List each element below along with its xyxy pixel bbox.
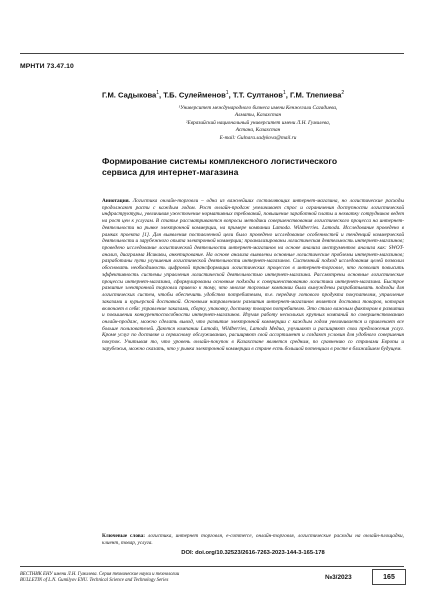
doi-link[interactable]: DOI: doi.org/10.32523/2616-7263-2023-144-3-165-178 [181, 550, 325, 556]
mrnti-code: МРНТИ 73.47.10 [20, 63, 74, 70]
author-name: Т.Т. Султанов [232, 90, 283, 100]
abstract-label: Аннотация. [102, 198, 130, 204]
author-sup: 2 [341, 90, 345, 96]
title-line: Формирование системы комплексного логистического [102, 156, 338, 166]
affiliation-line: Астана, Казахстан [235, 127, 281, 134]
abstract-text: Логистика онлайн-торговли – одна из важнейших составляющих интернет-магазина, но логистические расходы продолжают расти с каждым годом. Рост онлайн-продаж увеличивает спрос и ограничения доступности логистической инфраструктуры, увеличивая ужесточение нормативных требований, повышение заработной платы и нехватку сотрудников ведет на рост цен к услугам. В статье рассматриваются вопросы методики совершенствования логистического процесса на интернет-деятельности на рынке электронной коммерции, на примере компании Lamoda. Wildberries. Lamoda. Исследование проведено в рамках проекта [1]. Для выявления поставленной цели было проведено исследование особенностей и тенденций коммерческой деятельности и зарубежного опыта электронной коммерции; проанализированы логистическая деятельность интернет-магазинов; проведено исследование логистической деятельности интернет-магазинов на основе анализа инструментов анализа как: SWOT-анализ, диаграмма Исикавы, анкетирование. На основе анализа выявлены основные логистические проблемы интернет-магазинов; разработаны пути улучшения логистической деятельности интернет-магазинов. Системный подход исследования целей позволил обосновать необходимость цифровой трансформации логистических процессов в интернет-торговле, что позволит повысить эффективность системы управления логистической деятельностью интернет-магазина. Рассмотрены основные логистические процессы интернет-магазина, сформулированы основные подходы к совершенствованию логистики интернет-магазина. Быстрое развитие электронной торговли привело к тому, что многие торговые компании были вынуждены разрабатывать подходы для логистических систем, чтобы обеспечить удобство потребителям, т.е. передачу готового продукта покупателям, управление заказами и курьерской доставкой. Основным направлением развития интернет-магазинов является доставка товаров, которая включает в себя: управление заказами, сборку, упаковку, доставку товаров потребителю. Это стало важным фактором в развитии и повышении конкурентоспособности интернет-магазинов. Изучая работу нескольких крупных компаний по совершенствованию онлайн-продаж, можно сделать вывод, что развитие электронной коммерции с каждым годом увеличивается и привлекает все больше пользователей. Даются компании Lamoda, Wildberries, Lamoda Медиа, улучшают и расширяют свои предложения услуг. Кроме услуг по доставке и сервисному обслуживанию, расширяют свой ассортимент и создают условия для удобного совершения покупок. Учитывая то, что уровень онлайн-покупок в Казахстане является средним, по сравнению со странами Европы и зарубежья, можно сказать, что у рынка электронной коммерции в стране есть большой потенциал в росте в ближайшем будущем. [102, 198, 404, 352]
author-name: Г.М. Садыкова [102, 90, 157, 100]
affiliation-line: ²Евразийский национальный университет имени Л.Н. Гумилева, [185, 119, 331, 126]
header-rule [20, 53, 404, 54]
footer-rule [20, 566, 404, 567]
issue-number: №3/2023 [325, 574, 352, 581]
author-name: Г.М. Тлепиева [290, 90, 342, 100]
author-name: Т.Б. Сулейменов [163, 90, 226, 100]
affiliation-line: Алматы, Казахстан [234, 112, 282, 119]
keywords-text: логистика, интернет торговля, e-commerce, онлайн-торговля, логистические расходы на онлайн-площадки, клиент, товар, услуга. [102, 533, 404, 546]
journal-footer [20, 572, 250, 584]
keywords-label: Ключевые слова: [102, 533, 146, 539]
affiliation-line: ¹Университет международного бизнеса имени Кенжегали Сагадиева, [178, 105, 338, 111]
authors-line: Г.М. Садыкова$^1$, Т.Б. Сулейменов$^1$, Т.Т. Султанов$^1$, Г.М. Тлепиева$^2$ [102, 90, 345, 100]
author-sup: 1 [225, 90, 229, 96]
journal-name-en: BULLETIN of L.N. Gumilyov ENU. Technical Science and Technology Series [20, 578, 169, 584]
article-title [102, 156, 342, 177]
journal-name-ru: ВЕСТНИК ЕНУ имени Л.Н. Гумилева. Серия технические науки и технологии [20, 572, 180, 577]
author-sup: 1 [156, 90, 160, 96]
affiliations [148, 105, 368, 142]
abstract [102, 198, 404, 353]
page-number: 165 [372, 569, 406, 585]
keywords [102, 533, 404, 546]
author-email: E-mail: Gulnara.sadykova@mail.ru [219, 134, 297, 141]
author-sup: 1 [282, 90, 286, 96]
title-line: сервиса для интернет-магазина [102, 166, 239, 177]
